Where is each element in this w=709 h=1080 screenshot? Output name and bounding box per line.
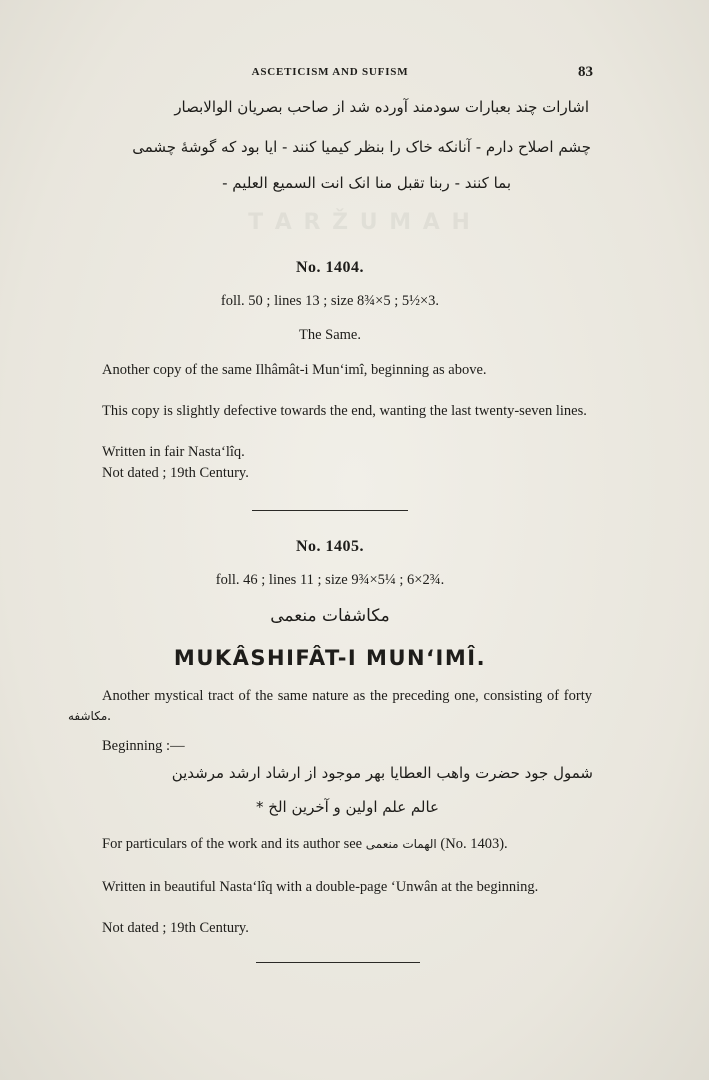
entry-number-1404: No. 1404.	[295, 259, 365, 276]
particulars-arabic: الهمات منعمی	[365, 837, 437, 851]
running-title: ASCETICISM AND SUFISM	[251, 66, 409, 78]
written-note: Written in beautiful Nasta‘lîq with a double-page ‘Unwân at the beginning.	[102, 879, 539, 895]
dated-note: Not dated ; 19th Century.	[102, 920, 249, 936]
particulars-text: For particulars of the work and its author see	[102, 836, 363, 852]
arabic-line-3: بما کنند - ربنا تقبل منا انک انت السمیع العلیم -	[222, 174, 511, 192]
entry-1404-para-1: Another copy of the same Ilhâmât-i Mun‘imî, beginning as above.	[102, 362, 487, 378]
entry-same-label: The Same.	[298, 327, 361, 343]
entry-1404-para-2: This copy is slightly defective towards the end, wanting the last twenty-seven lines.	[102, 403, 587, 419]
entry-size-1404: foll. 50 ; lines 13 ; size 8¾×5 ; 5½×3.	[220, 293, 440, 309]
beginning-arabic-1: شمول جود حضرت واهب العطایا بهر موجود از ارشاد ارشد مرشدین	[171, 764, 593, 782]
particulars-ref: (No. 1403).	[440, 836, 508, 852]
entry-size-1405: foll. 46 ; lines 11 ; size 9¾×5¼ ; 6×2¾.	[215, 572, 445, 588]
description-arabic-word: مکاشفه	[68, 709, 108, 723]
particulars-paragraph	[68, 834, 592, 854]
page-number: 83	[578, 64, 593, 80]
arabic-line-2: چشم اصلاح دارم - آنانکه خاک را بنظر کیمیا کنند - ایا بود که گوشهٔ چشمی	[132, 138, 591, 156]
entry-1405-description	[68, 686, 592, 726]
beginning-arabic-2: عالم علم اولین و آخرین الخ *	[256, 798, 439, 816]
arabic-line-1: اشارات چند بعبارات سودمند آورده شد از صاحب بصریان الوالابصار	[174, 98, 589, 116]
section-divider	[252, 510, 408, 511]
entry-1404-para-4: Not dated ; 19th Century.	[102, 465, 249, 481]
entry-number-1405: No. 1405.	[295, 538, 365, 555]
description-period: .	[107, 708, 111, 724]
entry-1404-para-3: Written in fair Nasta‘lîq.	[102, 444, 245, 460]
arabic-title: مکاشفات منعمی	[270, 606, 390, 626]
description-text: Another mystical tract of the same nature as the preceding one, consisting of forty	[102, 688, 592, 704]
bleed-through-text: T A R Ž U M A H	[248, 210, 472, 235]
beginning-label: Beginning :—	[102, 738, 185, 754]
end-divider	[256, 962, 420, 963]
work-title: MUKÂSHIFÂT-I MUN‘IMÎ.	[173, 646, 487, 670]
